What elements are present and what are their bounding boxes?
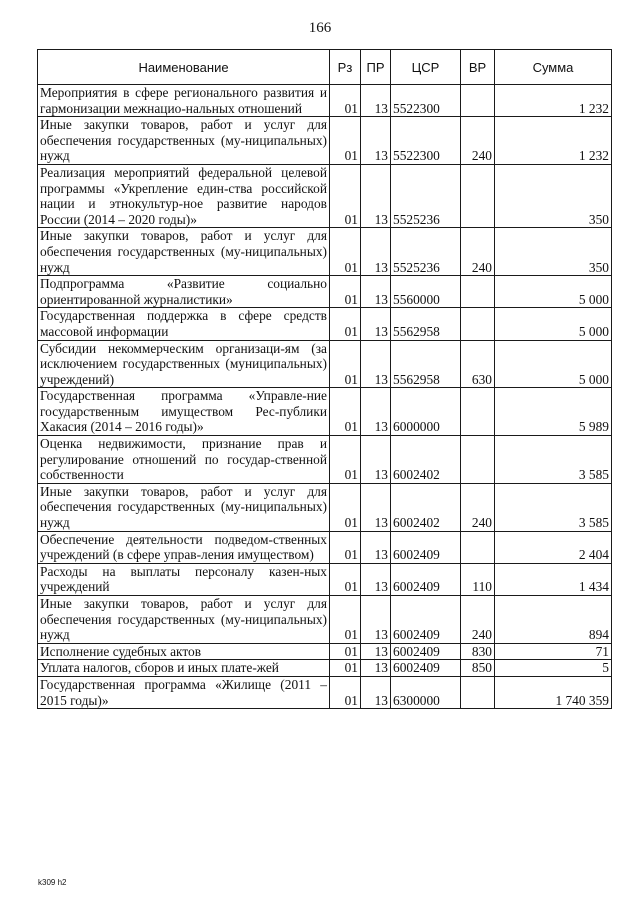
- cell-rz: 01: [330, 85, 361, 117]
- cell-rz: 01: [330, 228, 361, 276]
- table-row: [38, 276, 612, 308]
- cell-pr: 13: [361, 228, 391, 276]
- table-row: [38, 563, 612, 595]
- cell-name: Оценка недвижимости, признание прав и регулирование отношений по государ-ственной собственности: [38, 436, 330, 484]
- cell-name: Государственная поддержка в сфере средств массовой информации: [38, 308, 330, 340]
- cell-csr: 5525236: [391, 228, 461, 276]
- cell-csr: 6002409: [391, 531, 461, 563]
- cell-pr: 13: [361, 483, 391, 531]
- cell-rz: 01: [330, 660, 361, 677]
- cell-name: Субсидии некоммерческим организаци-ям (за исключением государственных (муниципальных) учреждений): [38, 340, 330, 388]
- cell-sum: 1 232: [495, 85, 612, 117]
- cell-csr: 5522300: [391, 117, 461, 165]
- cell-name: Подпрограмма «Развитие социально ориентированной журналистики»: [38, 276, 330, 308]
- cell-rz: 01: [330, 340, 361, 388]
- cell-sum: 5 000: [495, 308, 612, 340]
- cell-rz: 01: [330, 563, 361, 595]
- cell-pr: 13: [361, 276, 391, 308]
- header-csr: ЦСР: [391, 50, 461, 85]
- cell-sum: 1 232: [495, 117, 612, 165]
- cell-vr: 850: [461, 660, 495, 677]
- cell-name: Иные закупки товаров, работ и услуг для обеспечения государственных (му-ниципальных) нужд: [38, 483, 330, 531]
- cell-sum: 5: [495, 660, 612, 677]
- cell-vr: [461, 436, 495, 484]
- cell-vr: 240: [461, 117, 495, 165]
- table-header-row: [38, 50, 612, 85]
- cell-name: Реализация мероприятий федеральной целевой программы «Укрепление един-ства российской нации и этнокультур-ное развитие народов России (2014 – 2020 годы)»: [38, 164, 330, 227]
- cell-pr: 13: [361, 388, 391, 436]
- footer-code: k309 h2: [38, 878, 67, 887]
- cell-sum: 1 740 359: [495, 676, 612, 708]
- table-body: [38, 85, 612, 709]
- budget-table: [37, 49, 612, 709]
- cell-pr: 13: [361, 596, 391, 644]
- cell-name: Иные закупки товаров, работ и услуг для обеспечения государственных (му-ниципальных) нужд: [38, 117, 330, 165]
- cell-name: Обеспечение деятельности подведом-ственных учреждений (в сфере управ-ления имуществом): [38, 531, 330, 563]
- cell-vr: [461, 308, 495, 340]
- cell-name: Уплата налогов, сборов и иных плате-жей: [38, 660, 330, 677]
- cell-rz: 01: [330, 596, 361, 644]
- cell-vr: 830: [461, 643, 495, 660]
- table-row: [38, 483, 612, 531]
- cell-csr: 5562958: [391, 340, 461, 388]
- header-pr: ПР: [361, 50, 391, 85]
- table-row: [38, 308, 612, 340]
- table-row: [38, 676, 612, 708]
- cell-csr: 5562958: [391, 308, 461, 340]
- cell-name: Иные закупки товаров, работ и услуг для обеспечения государственных (му-ниципальных) нужд: [38, 228, 330, 276]
- cell-rz: 01: [330, 117, 361, 165]
- cell-pr: 13: [361, 563, 391, 595]
- cell-pr: 13: [361, 340, 391, 388]
- cell-csr: 5525236: [391, 164, 461, 227]
- cell-vr: 240: [461, 483, 495, 531]
- cell-pr: 13: [361, 531, 391, 563]
- cell-pr: 13: [361, 643, 391, 660]
- cell-sum: 3 585: [495, 483, 612, 531]
- cell-pr: 13: [361, 660, 391, 677]
- cell-sum: 5 989: [495, 388, 612, 436]
- cell-vr: [461, 388, 495, 436]
- cell-pr: 13: [361, 436, 391, 484]
- cell-sum: 5 000: [495, 276, 612, 308]
- cell-csr: 6002402: [391, 436, 461, 484]
- header-name: Наименование: [38, 50, 330, 85]
- cell-csr: 5522300: [391, 85, 461, 117]
- cell-name: Исполнение судебных актов: [38, 643, 330, 660]
- cell-vr: [461, 531, 495, 563]
- cell-pr: 13: [361, 308, 391, 340]
- cell-rz: 01: [330, 676, 361, 708]
- cell-sum: 1 434: [495, 563, 612, 595]
- cell-name: Расходы на выплаты персоналу казен-ных учреждений: [38, 563, 330, 595]
- cell-csr: 6002402: [391, 483, 461, 531]
- cell-name: Иные закупки товаров, работ и услуг для обеспечения государственных (му-ниципальных) нужд: [38, 596, 330, 644]
- page-number: 166: [308, 20, 332, 36]
- table-row: [38, 340, 612, 388]
- cell-rz: 01: [330, 531, 361, 563]
- header-sum: Сумма: [495, 50, 612, 85]
- cell-vr: [461, 164, 495, 227]
- cell-sum: 2 404: [495, 531, 612, 563]
- table-row: [38, 436, 612, 484]
- cell-pr: 13: [361, 164, 391, 227]
- table-row: [38, 388, 612, 436]
- cell-name: Государственная программа «Жилище (2011 – 2015 годы)»: [38, 676, 330, 708]
- header-vr: ВР: [461, 50, 495, 85]
- cell-rz: 01: [330, 388, 361, 436]
- cell-vr: 240: [461, 228, 495, 276]
- cell-pr: 13: [361, 85, 391, 117]
- cell-csr: 6002409: [391, 660, 461, 677]
- cell-name: Государственная программа «Управле-ние государственным имуществом Рес-публики Хакасия (2014 – 2016 годы)»: [38, 388, 330, 436]
- cell-vr: [461, 276, 495, 308]
- table-row: [38, 85, 612, 117]
- cell-csr: 6000000: [391, 388, 461, 436]
- cell-rz: 01: [330, 643, 361, 660]
- cell-sum: 3 585: [495, 436, 612, 484]
- cell-vr: 240: [461, 596, 495, 644]
- cell-csr: 5560000: [391, 276, 461, 308]
- cell-pr: 13: [361, 117, 391, 165]
- cell-sum: 71: [495, 643, 612, 660]
- cell-rz: 01: [330, 276, 361, 308]
- cell-csr: 6002409: [391, 596, 461, 644]
- table-row: [38, 660, 612, 677]
- cell-pr: 13: [361, 676, 391, 708]
- cell-csr: 6002409: [391, 563, 461, 595]
- table-row: [38, 531, 612, 563]
- cell-vr: 110: [461, 563, 495, 595]
- cell-sum: 894: [495, 596, 612, 644]
- header-rz: Рз: [330, 50, 361, 85]
- table-row: [38, 643, 612, 660]
- table-row: [38, 228, 612, 276]
- cell-rz: 01: [330, 164, 361, 227]
- cell-name: Мероприятия в сфере регионального развития и гармонизации межнацио-нальных отношений: [38, 85, 330, 117]
- table-row: [38, 596, 612, 644]
- cell-vr: [461, 85, 495, 117]
- cell-rz: 01: [330, 483, 361, 531]
- cell-sum: 350: [495, 228, 612, 276]
- cell-vr: [461, 676, 495, 708]
- cell-csr: 6300000: [391, 676, 461, 708]
- cell-vr: 630: [461, 340, 495, 388]
- cell-rz: 01: [330, 308, 361, 340]
- cell-csr: 6002409: [391, 643, 461, 660]
- cell-sum: 5 000: [495, 340, 612, 388]
- cell-rz: 01: [330, 436, 361, 484]
- cell-sum: 350: [495, 164, 612, 227]
- table-row: [38, 164, 612, 227]
- table-row: [38, 117, 612, 165]
